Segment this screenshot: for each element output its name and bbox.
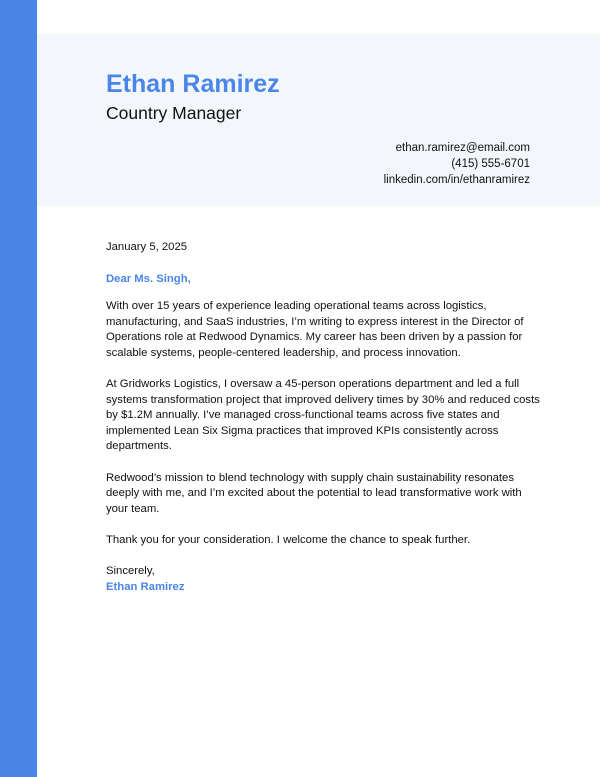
contact-phone: (415) 555-6701 bbox=[451, 158, 530, 170]
letter-closing: Sincerely, bbox=[106, 564, 155, 577]
letter-salutation: Dear Ms. Singh, bbox=[106, 272, 191, 285]
letter-date: January 5, 2025 bbox=[106, 241, 188, 253]
contact-email: ethan.ramirez@email.com bbox=[395, 142, 530, 154]
accent-sidebar bbox=[0, 0, 37, 777]
paragraph-thanks: Thank you for your consideration. I welcome the chance to speak further. bbox=[106, 533, 471, 546]
letter-signature: Ethan Ramirez bbox=[106, 580, 185, 593]
paragraph-intro: With over 15 years of experience leading operational teams across logistics, manufacturing, and SaaS industries, I’m writing to express interest in the Director of Operations role at Redwood Dynamics. My career has been driven by a passion for scalable systems, people-centered leadership, and process innovation. bbox=[106, 300, 524, 359]
paragraph-experience: At Gridworks Logistics, I oversaw a 45-person operations department and led a full systems transformation project that improved delivery times by 30% and reduced costs by $1.2M annually. I’ve managed cross-functional teams across five states and implemented Lean Six Sigma practices that improved KPIs consistently across departments. bbox=[106, 378, 540, 453]
contact-block bbox=[384, 140, 530, 188]
contact-linkedin: linkedin.com/in/ethanramirez bbox=[383, 174, 530, 186]
letter-body bbox=[106, 240, 546, 595]
paragraph-motivation: Redwood’s mission to blend technology with supply chain sustainability resonates deeply with me, and I’m excited about the potential to lead transformative work with your team. bbox=[106, 471, 522, 515]
applicant-name: Ethan Ramirez bbox=[106, 70, 280, 98]
applicant-job-title: Country Manager bbox=[106, 103, 242, 123]
